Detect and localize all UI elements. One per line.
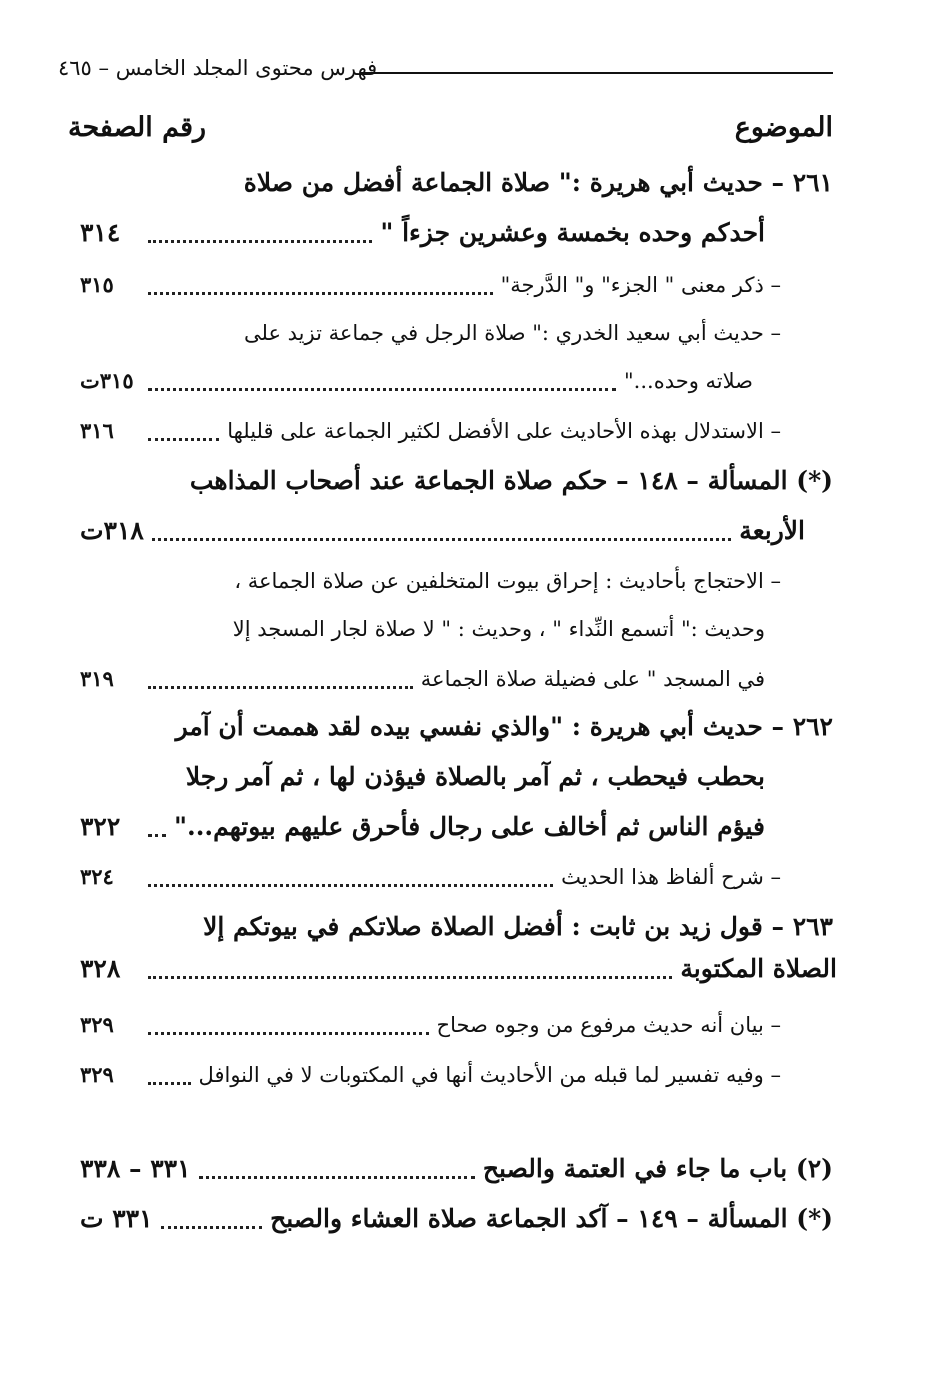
- index-line-text: ٢٦١ – حديث أبي هريرة :" صلاة الجماعة أفضل من صلاة: [243, 168, 833, 197]
- running-head-title: فهرس محتوى المجلد الخامس – ٤٦٥: [58, 56, 378, 80]
- index-line: [80, 508, 805, 554]
- index-line-text: الأربعة: [739, 516, 805, 545]
- index-line-page: ٣١٦: [80, 418, 114, 443]
- index-line: [80, 458, 833, 504]
- index-line-page: ٣١٥ت: [80, 368, 134, 393]
- index-line-text: – ذكر معنى " الجزء" و" الدَّرجة": [500, 273, 781, 297]
- leader-dots: [148, 438, 219, 441]
- leader-dots: [152, 538, 731, 541]
- leader-dots: [148, 292, 493, 295]
- index-line-text: ٢٦٢ – حديث أبي هريرة : "والذي نفسي بيده لقد هممت أن آمر: [175, 712, 833, 741]
- index-line-page: ٣١٩: [80, 666, 114, 691]
- index-line: [80, 804, 765, 850]
- running-head: [58, 56, 833, 88]
- index-line: [80, 262, 781, 308]
- leader-dots: [148, 976, 672, 979]
- index-line-text: – الاحتجاج بأحاديث : إحراق بيوت المتخلفين عن صلاة الجماعة ،: [234, 569, 781, 593]
- leader-dots: [148, 1082, 191, 1085]
- index-line: [80, 704, 833, 750]
- index-line-page: ٣١٤: [80, 218, 121, 247]
- index-line: [80, 1002, 781, 1048]
- index-line: [80, 408, 781, 454]
- index-line: [80, 160, 833, 206]
- index-line: [80, 1146, 833, 1192]
- index-line-page: ٣١٥: [80, 272, 114, 297]
- index-line: [80, 904, 833, 950]
- index-line-text: (٢) باب ما جاء في العتمة والصبح: [482, 1154, 833, 1183]
- index-line: [80, 558, 781, 604]
- index-line-text: في المسجد " على فضيلة صلاة الجماعة: [420, 667, 765, 691]
- index-line-page: ٣٣١ ت: [80, 1204, 153, 1233]
- index-line-page: ٣٢٩: [80, 1012, 114, 1037]
- leader-dots: [148, 240, 372, 243]
- index-line-page: ٣٣١ – ٣٣٨: [80, 1154, 191, 1183]
- index-line-text: – حديث أبي سعيد الخدري :" صلاة الرجل في جماعة تزيد على: [244, 321, 781, 345]
- index-line-page: ٣٢٩: [80, 1062, 114, 1087]
- index-line-text: – بيان أنه حديث مرفوع من وجوه صحاح: [436, 1013, 781, 1037]
- index-line-page: ٣٢٨: [80, 954, 121, 983]
- leader-dots: [148, 884, 553, 887]
- index-line: [80, 310, 781, 356]
- index-line: [80, 606, 765, 652]
- index-line: [80, 754, 765, 800]
- index-line-text: أحدكم وحده بخمسة وعشرين جزءاً ": [380, 218, 765, 247]
- leader-dots: [148, 388, 616, 391]
- index-line-text: صلاته وحده...": [624, 369, 753, 393]
- column-heading-page: رقم الصفحة: [68, 112, 207, 143]
- index-line: [80, 946, 837, 992]
- leader-dots: [148, 1032, 429, 1035]
- column-heading-topic: الموضوع: [734, 112, 833, 143]
- leader-dots: [148, 686, 413, 689]
- index-line-text: – وفيه تفسير لما قبله من الأحاديث أنها في المكتوبات لا في النوافل: [198, 1063, 781, 1087]
- index-line-text: فيؤم الناس ثم أخالف على رجال فأحرق عليهم بيوتهم...": [174, 812, 765, 841]
- index-line: [80, 854, 781, 900]
- index-line-text: – شرح ألفاظ هذا الحديث: [561, 865, 781, 889]
- index-line-page: ٣١٨ت: [80, 516, 144, 545]
- index-line: [80, 1196, 833, 1242]
- index-line-page: ٣٢٢: [80, 812, 121, 841]
- index-line-text: (*) المسألة – ١٤٩ – آكد الجماعة صلاة العشاء والصبح: [270, 1204, 833, 1233]
- index-line-text: ٢٦٣ – قول زيد بن ثابت : أفضل الصلاة صلاتكم في بيوتكم إلا: [203, 912, 833, 941]
- index-line-page: ٣٢٤: [80, 864, 114, 889]
- index-line-text: – الاستدلال بهذه الأحاديث على الأفضل لكثير الجماعة على قليلها: [227, 419, 781, 443]
- index-line: [80, 210, 765, 256]
- leader-dots: [148, 834, 166, 837]
- index-line-text: الصلاة المكتوبة: [680, 954, 837, 983]
- index-line-text: بحطب فيحطب ، ثم آمر بالصلاة فيؤذن لها ، ثم آمر رجلا: [185, 762, 765, 791]
- leader-dots: [161, 1226, 263, 1229]
- index-line: [80, 1052, 781, 1098]
- index-line: [80, 656, 765, 702]
- index-line-text: وحديث :" أتسمع النِّداء " ، وحديث : " لا صلاة لجار المسجد إلا: [232, 617, 765, 641]
- header-rule: [361, 72, 833, 74]
- leader-dots: [199, 1176, 475, 1179]
- index-line: [80, 358, 753, 404]
- index-line-text: (*) المسألة – ١٤٨ – حكم صلاة الجماعة عند أصحاب المذاهب: [189, 466, 833, 495]
